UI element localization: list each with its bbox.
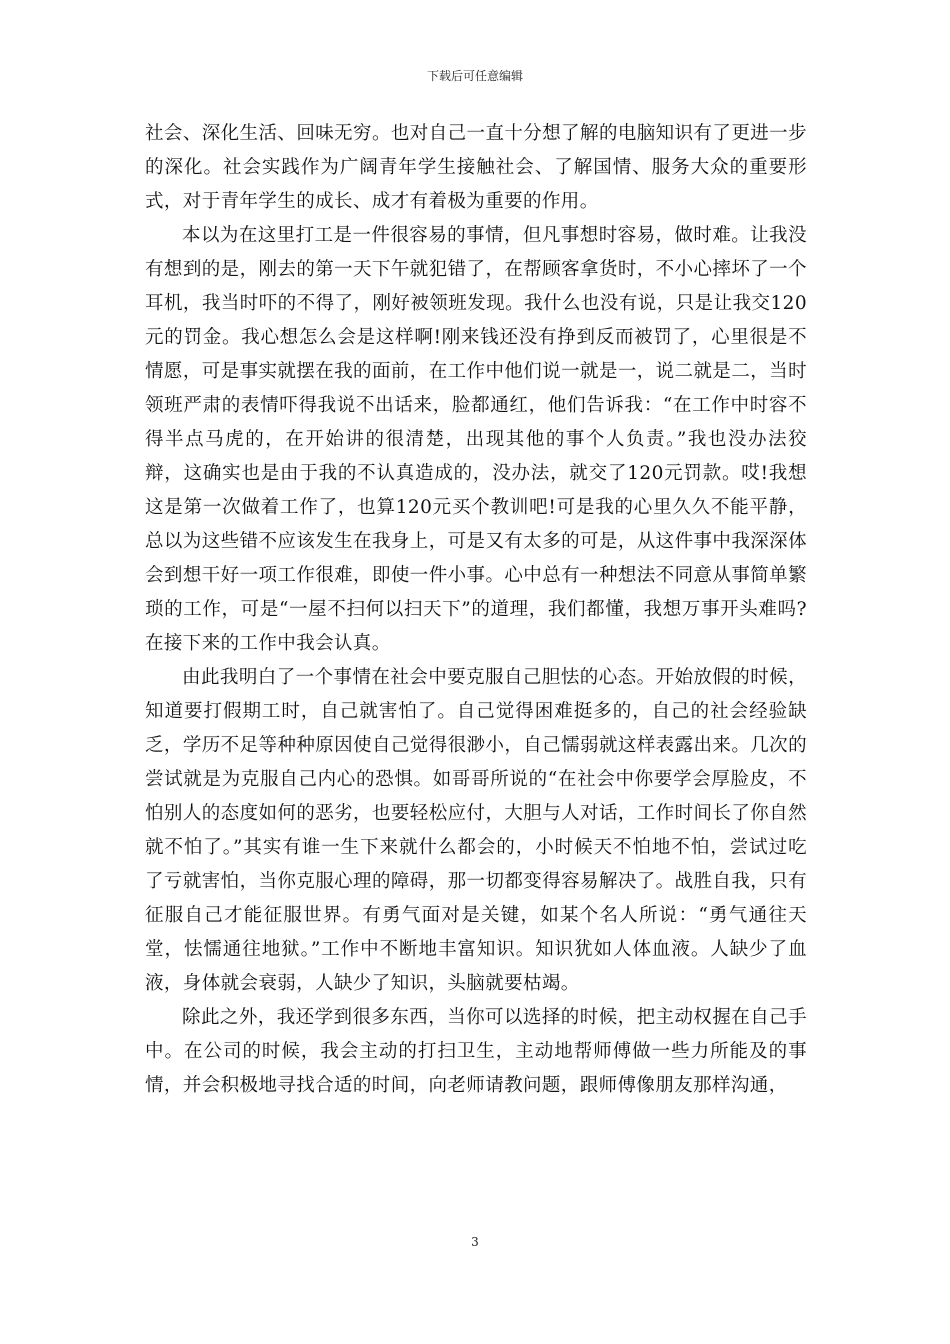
page-number: 3 [471,1235,479,1249]
page-header: 下载后可任意编辑 [426,69,523,83]
paragraph: 除此之外，我还学到很多东西，当你可以选择的时候，把主动权握在自己手中。在公司的时候，我会主动的打扫卫生，主动地帮师傅做一些力所能及的事情，并会积极地寻找合适的时间，向老师请教问题，跟师傅像朋友那样沟通， [145,1007,807,1096]
paragraph: 本以为在这里打工是一件很容易的事情，但凡事想时容易，做时难。让我没有想到的是，刚去的第一天下午就犯错了，在帮顾客拿货时，不小心摔坏了一个耳机，我当时吓的不得了，刚好被领班发现。我什么也没有说，只是让我交120元的罚金。我心想怎么会是这样啊!刚来钱还没有挣到反而被罚了，心里很是不情愿，可是事实就摆在我的面前，在工作中他们说一就是一，说二就是二，当时领班严肃的表情吓得我说不出话来，脸都通红，他们告诉我：“在工作中时容不得半点马虎的，在开始讲的很清楚，出现其他的事个人负责。”我也没办法狡辩，这确实也是由于我的不认真造成的，没办法，就交了120元罚款。哎!我想这是第一次做着工作了，也算120元买个教训吧!可是我的心里久久不能平静，总以为这些错不应该发生在我身上，可是又有太多的可是，从这件事中我深深体会到想干好一项工作很难，即使一件小事。心中总有一种想法不同意从事简单繁琐的工作，可是“一屋不扫何以扫天下”的道理，我们都懂，我想万事开头难吗?在接下来的工作中我会认真。 [145,225,807,654]
paragraph: 由此我明白了一个事情在社会中要克服自己胆怯的心态。开始放假的时候，知道要打假期工时，自己就害怕了。自己觉得困难挺多的，自己的社会经验缺乏，学历不足等种种原因使自己觉得很渺小，自己懦弱就这样表露出来。几次的尝试就是为克服自己内心的恐惧。如哥哥所说的“在社会中你要学会厚脸皮，不怕别人的态度如何的恶劣，也要轻松应付，大胆与人对话，工作时间长了你自然就不怕了。”其实有谁一生下来就什么都会的，小时候天不怕地不怕，尝试过吃了亏就害怕，当你克服心理的障碍，那一切都变得容易解决了。战胜自我，只有征服自己才能征服世界。有勇气面对是关键，如某个名人所说：“勇气通往天堂，怯懦通往地狱。”工作中不断地丰富知识。知识犹如人体血液。人缺少了血液，身体就会衰弱，人缺少了知识，头脑就要枯竭。 [145,667,807,994]
paragraph-continuation: 社会、深化生活、回味无穷。也对自己一直十分想了解的电脑知识有了更进一步的深化。社会实践作为广阔青年学生接触社会、了解国情、服务大众的重要形式，对于青年学生的成长、成才有着极为重要的作用。 [145,123,807,212]
document-body [145,117,807,1103]
